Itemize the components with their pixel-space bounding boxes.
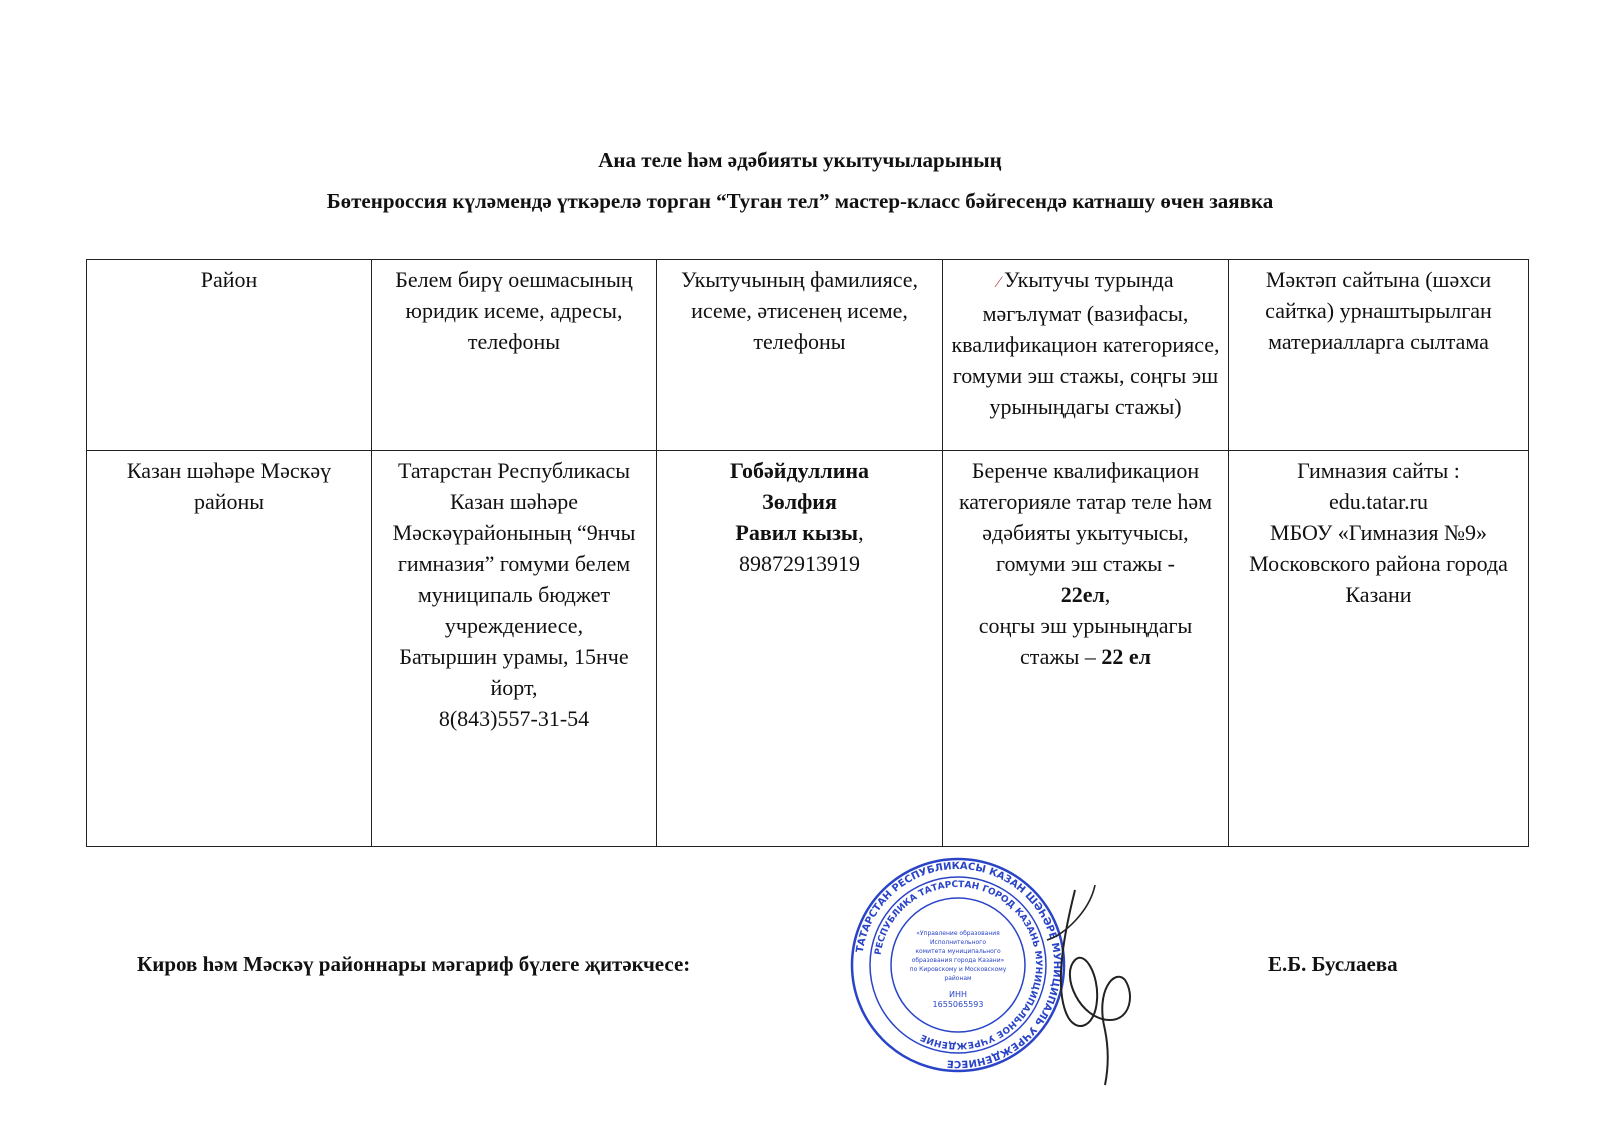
header-organization: Белем бирү оешмасының юридик исеме, адресы, телефоны bbox=[372, 260, 657, 451]
cell-teacher-info: Беренче квалификацион категорияле татар теле һәм әдәбияты укытучысы, гомуми эш стажы - 22ел, соңгы эш урыныңдагы стажы – 22 ел bbox=[943, 451, 1229, 847]
svg-text:ИНН: ИНН bbox=[948, 990, 968, 999]
info-total-label: гомуми эш стажы - bbox=[996, 551, 1175, 576]
svg-text:образования города Казани»: образования города Казани» bbox=[911, 957, 1005, 964]
signatory-name: Е.Б. Буслаева bbox=[1268, 952, 1398, 976]
teacher-name: Зөлфия bbox=[762, 489, 837, 514]
svg-text:«Управление образования: «Управление образования bbox=[916, 930, 1000, 937]
org-name: Татарстан Республикасы Казан шәһәре Мәскәүрайонының “9нчы гимназия” гомуми белем муниципаль бюджет учреждениесе, bbox=[392, 458, 636, 638]
header-teacher-info-text: Укытучы турында мәгълүмат (вазифасы, квалификацион категориясе, гомуми эш стажы, соңгы эш урыныңдагы стажы) bbox=[951, 267, 1220, 419]
application-table bbox=[86, 259, 1529, 847]
cell-organization bbox=[372, 451, 657, 847]
pen-mark-icon: ⁄ bbox=[997, 274, 1001, 291]
signatory-position: Киров һәм Мәскәү районнары мәгариф бүлеге җитәкчесе: bbox=[137, 952, 691, 976]
cell-site-link bbox=[1229, 451, 1529, 847]
header-district: Район bbox=[87, 260, 372, 451]
svg-text:1655065593: 1655065593 bbox=[932, 1000, 984, 1009]
svg-text:по Кировскому и Московскому: по Кировскому и Московскому bbox=[909, 966, 1007, 973]
header-site-link: Мәктәп сайтына (шәхси сайткa) урнаштырылган материалларга сылтама bbox=[1229, 260, 1529, 451]
svg-text:ТАТАРСТАН РЕСПУБЛИКАСЫ КАЗАН Ш: ТАТАРСТАН РЕСПУБЛИКАСЫ КАЗАН ШӘҺӘРЕ МУНИЦИПАЛЬ УЧРЕЖДЕНИЕСЕ bbox=[854, 860, 1063, 1070]
org-address: Батыршин урамы, 15нче йорт, bbox=[399, 644, 629, 700]
site-label: Гимназия сайты : bbox=[1297, 458, 1460, 483]
table-header-row bbox=[87, 260, 1529, 451]
cell-teacher: Гобәйдуллина Зөлфия Равил кызы, 89872913919 bbox=[657, 451, 943, 847]
header-teacher: Укытучының фамилиясе, исеме, әтисенең исеме, телефоны bbox=[657, 260, 943, 451]
teacher-phone: 89872913919 bbox=[739, 551, 860, 576]
document-title-line2: Бөтенроссия күләмендә үткәрелә торган “Туган тел” мастер-класс бәйгесендә катнашу өчен заявка bbox=[326, 189, 1274, 213]
svg-text:РЕСПУБЛИКА ТАТАРСТАН ГОРОД КАЗ: РЕСПУБЛИКА ТАТАРСТАН ГОРОД КАЗАНЬ МУНИЦИПАЛЬНОЕ УЧРЕЖДЕНИЕ bbox=[873, 879, 1044, 1051]
info-total-value: 22ел bbox=[1060, 582, 1105, 607]
svg-text:районам: районам bbox=[944, 975, 972, 982]
info-position: Беренче квалификацион категорияле татар теле һәм әдәбияты укытучысы, bbox=[958, 458, 1213, 545]
table-row bbox=[87, 451, 1529, 847]
document-title-line1: Ана теле һәм әдәбияты укытучыларының bbox=[598, 148, 1002, 172]
site-school: МБОУ «Гимназия №9» Московского района города Казани bbox=[1249, 520, 1508, 607]
header-teacher-info bbox=[943, 260, 1229, 451]
teacher-patronymic: Равил кызы bbox=[735, 520, 859, 545]
cell-district: Казан шәһәре Мәскәү районы bbox=[87, 451, 372, 847]
teacher-surname: Гобәйдуллина bbox=[729, 458, 870, 483]
svg-text:Исполнительного: Исполнительного bbox=[929, 939, 987, 946]
org-phone: 8(843)557-31-54 bbox=[438, 706, 590, 731]
site-url[interactable]: edu.tatar.ru bbox=[1329, 489, 1428, 514]
signature-icon bbox=[1035, 880, 1165, 1090]
info-last-label: соңгы эш урыныңдагы стажы – bbox=[978, 613, 1193, 669]
svg-text:комитета муниципального: комитета муниципального bbox=[915, 948, 1001, 955]
info-last-value: 22 ел bbox=[1101, 644, 1151, 669]
